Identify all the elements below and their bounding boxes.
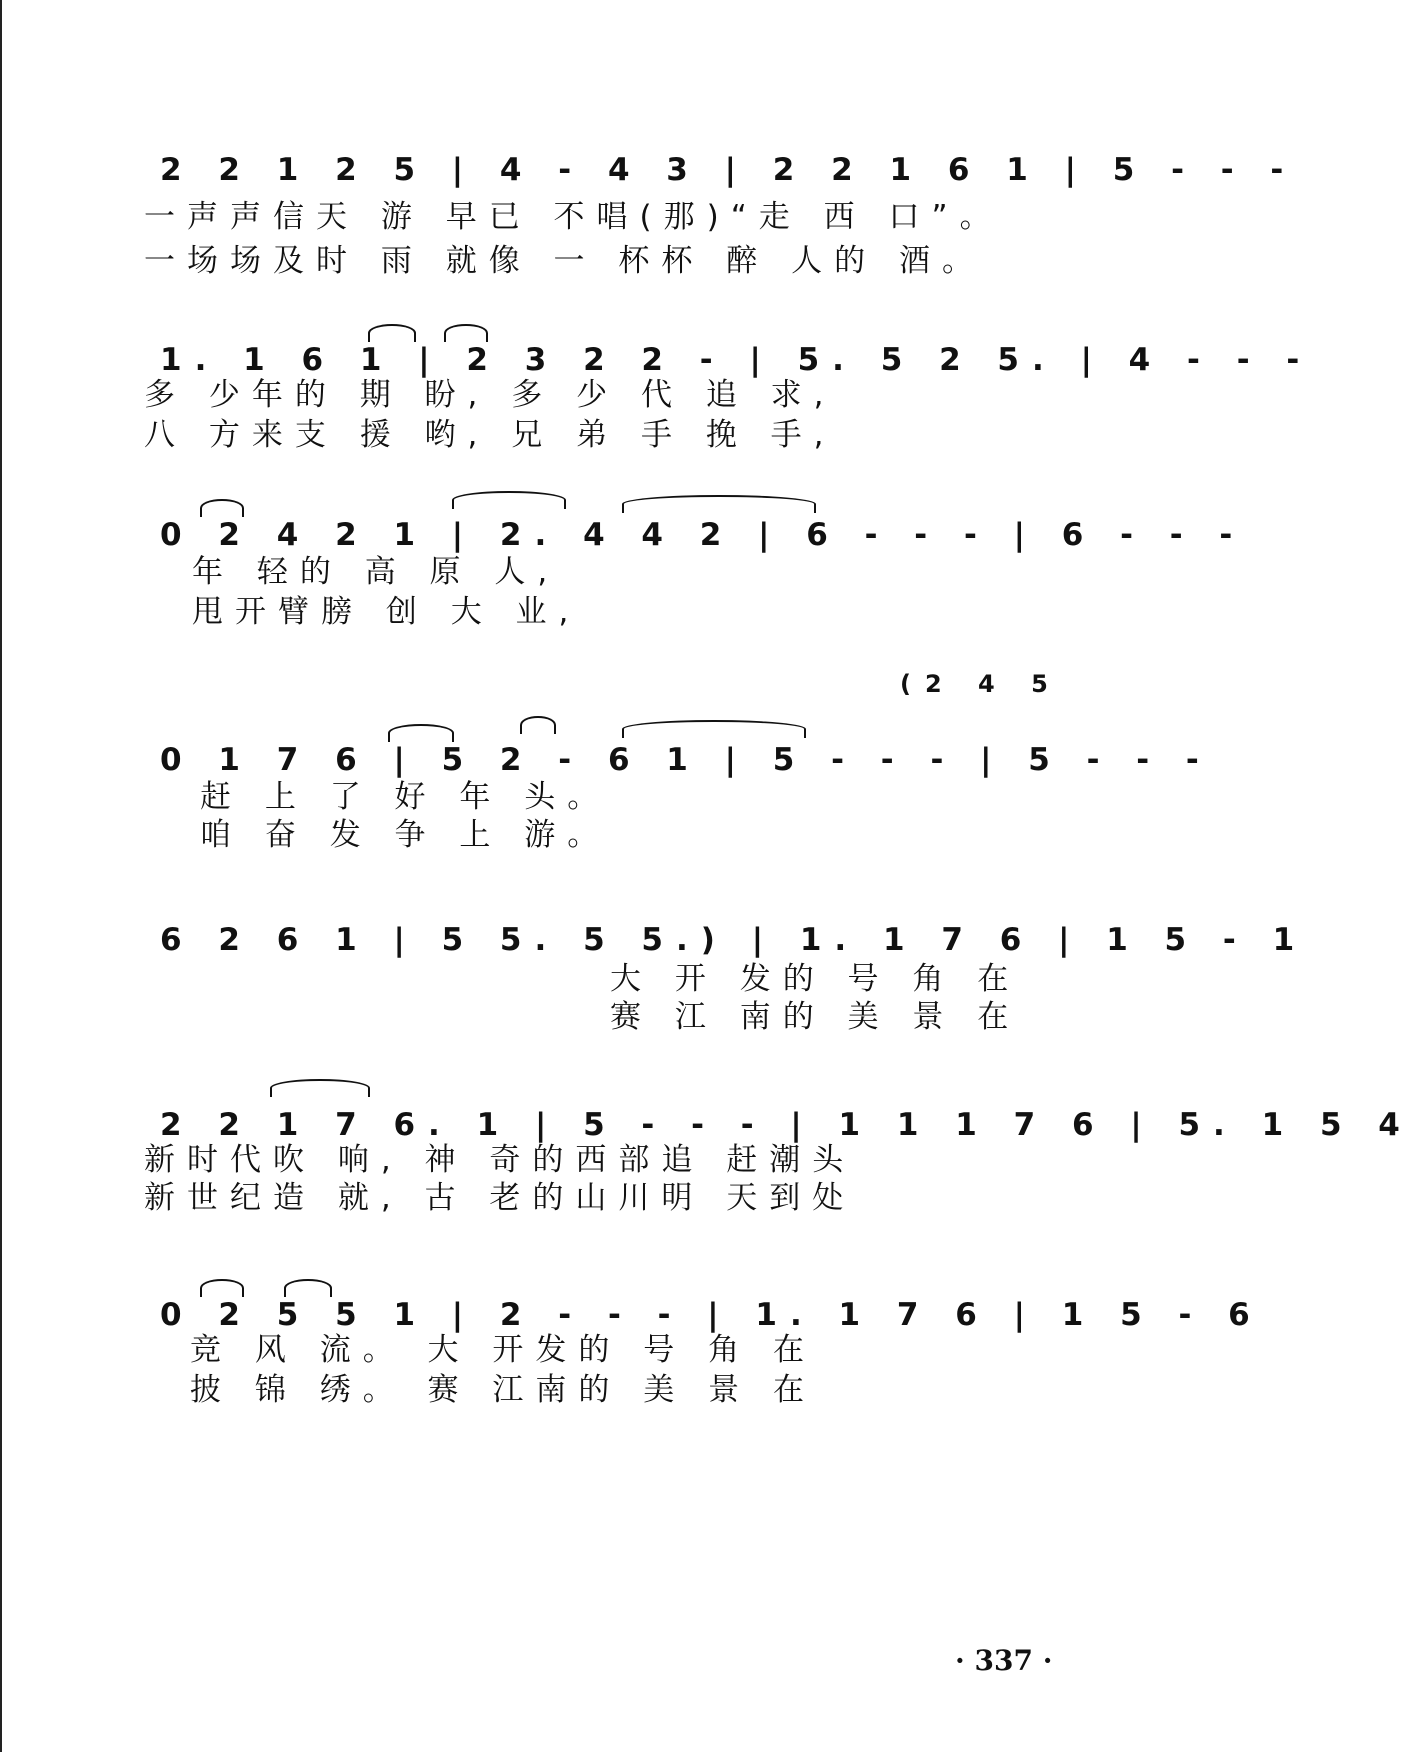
numbered-notation-line: 0 2 5 5 1 | 2 - - - | 1. 1 7 6 | 1 5 - 6 bbox=[160, 1297, 1263, 1333]
lyric-verse-2: 咱 奋 发 争 上 游。 bbox=[200, 817, 611, 853]
lyric-verse-1: 竞 风 流。 大 开发的 号 角 在 bbox=[190, 1332, 816, 1368]
lyric-verse-1: 新时代吹 响, 神 奇的西部追 赶潮头 bbox=[144, 1142, 856, 1178]
lyric-verse-1: 赶 上 了 好 年 头。 bbox=[200, 779, 611, 815]
lyric-verse-1: 年 轻的 高 原 人, bbox=[192, 554, 560, 590]
music-system-2 bbox=[144, 330, 1313, 480]
numbered-notation-line: 1. 1 6 1 | 2 3 2 2 - | 5. 5 2 5. | 4 - - - bbox=[160, 342, 1313, 378]
music-system-5 bbox=[160, 910, 1308, 1060]
lyric-verse-2: 新世纪造 就, 古 老的山川明 天到处 bbox=[144, 1180, 856, 1216]
numbered-notation-line: 2 2 1 7 6. 1 | 5 - - - | 1 1 1 7 6 | 5. 1 5 4 bbox=[160, 1107, 1413, 1143]
numbered-notation-line: 6 2 6 1 | 5 5. 5 5.) | 1. 1 7 6 | 1 5 - 1 bbox=[160, 922, 1308, 958]
lyric-verse-2: 八 方来支 援 哟, 兄 弟 手 挽 手, bbox=[144, 417, 836, 453]
lyric-verse-2: 一场场及时 雨 就像 一 杯杯 醉 人的 酒。 bbox=[144, 243, 985, 279]
interlude-notes: (2 4 5 bbox=[900, 670, 1062, 698]
music-system-7 bbox=[160, 1285, 1263, 1435]
numbered-notation-line: 0 1 7 6 | 5 2 - 6 1 | 5 - - - | 5 - - - bbox=[160, 742, 1212, 778]
lyric-verse-1: 大 开 发的 号 角 在 bbox=[610, 961, 1021, 997]
numbered-notation-line: 0 2 4 2 1 | 2. 4 4 2 | 6 - - - | 6 - - - bbox=[160, 517, 1246, 553]
music-system-4 bbox=[160, 730, 1212, 880]
numbered-notation-line: 2 2 1 2 5 | 4 - 4 3 | 2 2 1 6 1 | 5 - - - bbox=[160, 152, 1297, 188]
music-system-6 bbox=[144, 1095, 1413, 1245]
music-system-1 bbox=[144, 140, 1297, 290]
lyric-verse-2: 赛 江 南的 美 景 在 bbox=[610, 999, 1021, 1035]
page-edge bbox=[0, 0, 2, 1752]
lyric-verse-1: 一声声信天 游 早已 不唱(那)“走 西 口”。 bbox=[144, 199, 1003, 235]
page-number: · 337 · bbox=[955, 1644, 1053, 1677]
lyric-verse-2: 披 锦 绣。 赛 江南的 美 景 在 bbox=[190, 1372, 816, 1408]
lyric-verse-1: 多 少年的 期 盼, 多 少 代 追 求, bbox=[144, 377, 836, 413]
music-system-3 bbox=[160, 505, 1246, 655]
lyric-verse-2: 甩开臂膀 创 大 业, bbox=[192, 594, 581, 630]
